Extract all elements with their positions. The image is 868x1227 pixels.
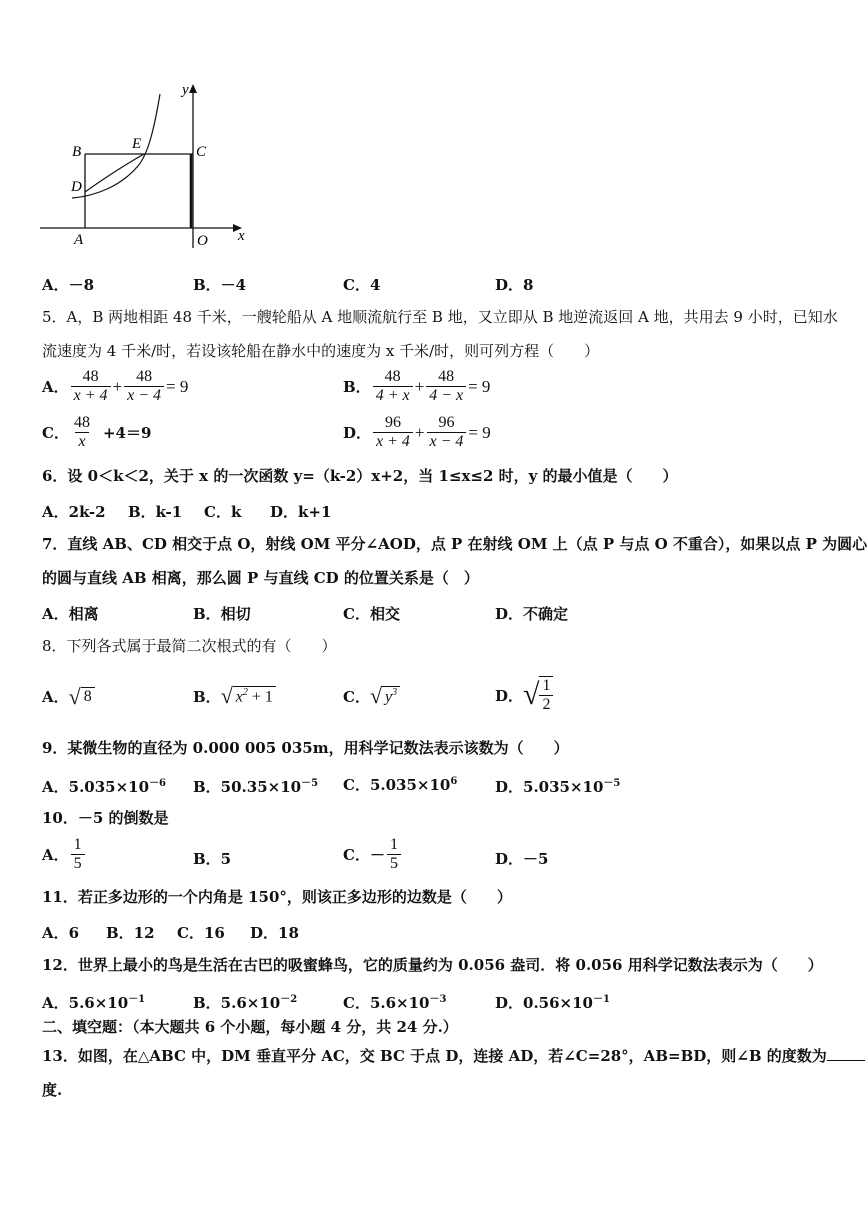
q5-a-frac2: $\frac{48}{x - 4}$: [124, 368, 164, 405]
q7-option-a: A．相离: [42, 605, 99, 623]
q8-stem: 8．下列各式属于最简二次根式的有（ ）: [42, 637, 337, 655]
q5-c-frac: $\frac{48}{x}$: [73, 414, 90, 450]
q10-c-sign: －: [369, 846, 385, 864]
label-C: C: [196, 144, 207, 160]
q8-option-b: [193, 683, 276, 709]
q5-d-label: D．: [343, 424, 372, 442]
q4-option-b: B．－4: [193, 276, 247, 294]
q8-option-c: [343, 683, 400, 709]
q4-option-a: A．－8: [42, 276, 95, 294]
q5-a-frac1: $\frac{48}{x + 4}$: [71, 368, 111, 405]
q4-option-c: C．4: [343, 276, 381, 294]
q10-c-frac: $\frac{1}{5}$: [387, 836, 401, 873]
q10-c-label: C．: [343, 846, 370, 864]
label-y: y: [182, 82, 189, 98]
q13-answer-blank[interactable]: [827, 1046, 865, 1061]
label-B: B: [72, 144, 82, 160]
q9-option-b: B．$50.35\times 10^{-5}$: [193, 778, 319, 796]
q9-stem: 9．某微生物的直径为 0.000 005 035m，用科学记数法表示该数为（ ）: [42, 739, 569, 757]
coordinate-figure: [36, 78, 256, 253]
q10-option-b: B．5: [193, 850, 232, 868]
q10-option-a: [42, 836, 87, 873]
q6-option-c: C．k: [204, 503, 242, 521]
q4-option-d: D．8: [495, 276, 534, 294]
q5-a-label: A．: [42, 378, 69, 396]
label-O: O: [197, 233, 208, 249]
q10-a-label: A．: [42, 846, 69, 864]
q9-option-c: C．$5.035\times 10^6$: [343, 776, 458, 794]
q5-b-frac1: $\frac{48}{4 + x}$: [373, 368, 413, 405]
q10-option-c: [343, 836, 403, 873]
q5-stem-line2: 流速度为 4 千米/时，若设该轮船在静水中的速度为 x 千米/时，则可列方程（ ）: [42, 342, 600, 360]
q11-stem: 11．若正多边形的一个内角是 150°，则该正多边形的边数是（ ）: [42, 888, 512, 906]
label-x: x: [238, 228, 245, 244]
q8-b-radical: √ $x^2 + 1$: [221, 686, 276, 706]
segment-DE: [85, 154, 144, 192]
q5-b-rhs: = 9: [468, 376, 491, 396]
q5-b-label: B．: [343, 378, 371, 396]
y-axis-arrow: [189, 84, 197, 93]
q10-option-d: D．－5: [495, 850, 549, 868]
label-A: A: [74, 232, 84, 248]
q5-b-frac2: $\frac{48}{4 - x}$: [426, 368, 466, 405]
q11-option-d: D．18: [250, 924, 299, 942]
q6-option-d: D．k+1: [270, 503, 332, 521]
q13-stem-line1: 13．如图，在△ABC 中，DM 垂直平分 AC，交 BC 于点 D，连接 AD，若∠C=28°，AB=BD，则∠B 的度数为: [42, 1046, 865, 1066]
q5-c-label: C．: [42, 424, 69, 442]
q6-stem: 6．设 0＜k＜2，关于 x 的一次函数 y=（k-2）x+2，当 1≤x≤2 时，y 的最小值是（ ）: [42, 467, 678, 485]
q8-c-radical: √ $y^3$: [370, 686, 400, 706]
q5-d-frac1: $\frac{96}{x + 4}$: [373, 414, 413, 451]
q12-option-d: D．$0.56\times 10^{-1}$: [495, 994, 610, 1012]
q12-stem: 12．世界上最小的鸟是生活在古巴的吸蜜蜂鸟，它的质量约为 0.056 盎司．将 0.056 用科学记数法表示为（ ）: [42, 956, 823, 974]
label-E: E: [132, 136, 142, 152]
q5-d-op: +: [414, 422, 425, 442]
q13-stem-line2: 度.: [42, 1081, 63, 1099]
q5-d-rhs: = 9: [468, 422, 491, 442]
q5-a-rhs: = 9: [166, 376, 189, 396]
q6-option-a: A．2k-2: [42, 503, 106, 521]
q5-c-rest: +4＝9: [102, 424, 152, 442]
q11-option-a: A．6: [42, 924, 80, 942]
q8-d-label: D．: [495, 686, 524, 705]
q10-stem: 10．－5 的倒数是: [42, 809, 169, 827]
q5-option-a: [42, 368, 188, 405]
q8-c-label: C．: [343, 688, 370, 706]
section-2-title: 二、填空题：（本大题共 6 个小题，每小题 4 分，共 24 分.）: [42, 1018, 458, 1036]
q9-option-a: A．$5.035\times 10^{-6}$: [42, 778, 167, 796]
q12-option-b: B．$5.6\times 10^{-2}$: [193, 994, 298, 1012]
q7-option-d: D．不确定: [495, 605, 569, 623]
q5-option-b: [343, 368, 490, 405]
q7-option-c: C．相交: [343, 605, 400, 623]
q8-a-label: A．: [42, 688, 69, 706]
q7-stem-line1: 7．直线 AB、CD 相交于点 O，射线 OM 平分∠AOD，点 P 在射线 OM 上（点 P 与点 O 不重合），如果以点 P 为圆心: [42, 535, 868, 553]
q5-a-op: +: [112, 376, 123, 396]
q9-option-d: D．$5.035\times 10^{-5}$: [495, 778, 621, 796]
q5-option-d: [343, 414, 491, 451]
q5-option-c: [42, 414, 151, 451]
q5-b-op: +: [414, 376, 425, 396]
q8-option-a: [42, 683, 95, 709]
q10-a-frac: $\frac{1}{5}$: [71, 836, 85, 873]
q8-option-d: [495, 676, 553, 714]
q8-a-radical: √ 8: [69, 687, 95, 707]
q11-option-c: C．16: [177, 924, 225, 942]
q12-option-c: C．$5.6\times 10^{-3}$: [343, 994, 447, 1012]
q8-b-label: B．: [193, 688, 221, 706]
label-D: D: [71, 179, 82, 195]
q5-d-frac2: $\frac{96}{x - 4}$: [427, 414, 467, 451]
q5-stem-line1: 5．A，B 两地相距 48 千米，一艘轮船从 A 地顺流航行至 B 地，又立即从 B 地逆流返回 A 地，共用去 9 小时，已知水: [42, 308, 838, 326]
q7-stem-line2: 的圆与直线 AB 相离，那么圆 P 与直线 CD 的位置关系是（ ）: [42, 569, 479, 587]
q11-option-b: B．12: [106, 924, 155, 942]
q7-option-b: B．相切: [193, 605, 251, 623]
q12-option-a: A．$5.6\times 10^{-1}$: [42, 994, 146, 1012]
q6-option-b: B．k-1: [128, 503, 183, 521]
q8-d-radical: √ $\frac{1}{2}$: [523, 676, 553, 714]
